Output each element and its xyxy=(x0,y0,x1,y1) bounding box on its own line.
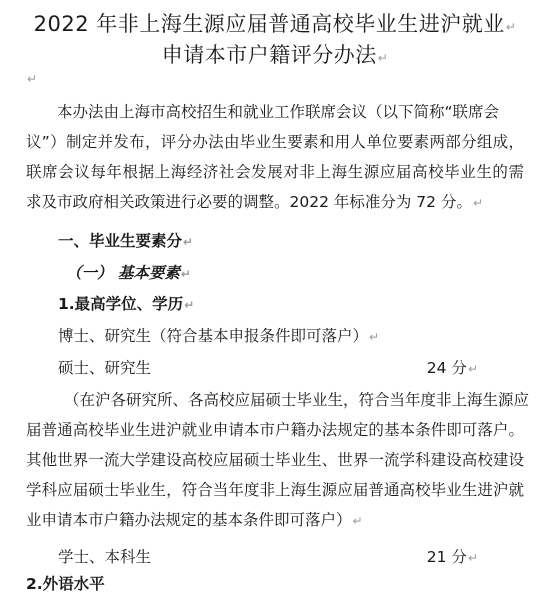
intro-line-4: 求及市政府相关政策进行必要的调整。2022 年标准分为 72 分。↵ xyxy=(26,193,484,211)
item-heading-language-partial: 2.外语水平 xyxy=(26,575,105,593)
subsection-heading-basic-factors: （一） 基本要素↵ xyxy=(66,264,191,282)
intro-line-3: 联席会议每年根据上海经济社会发展对非上海生源应届高校毕业生的需 xyxy=(26,163,524,181)
entry-bachelor-label: 学士、本科生 xyxy=(58,548,152,566)
empty-paragraph-mark: ↵ xyxy=(27,72,38,86)
intro-line-1: 本办法由上海市高校招生和就业工作联席会议（以下简称“联席会 xyxy=(57,103,500,121)
document-title-line-1: 2022 年非上海生源应届普通高校毕业生进沪就业↵ xyxy=(33,12,517,36)
master-note-line-2: 届普通高校毕业生进沪就业申请本市户籍办法规定的基本条件即可落户。 xyxy=(26,421,524,439)
item-heading-degree: 1.最高学位、学历↵ xyxy=(58,295,195,313)
master-note-line-3: 其他世界一流大学建设高校应届硕士毕业生、世界一流学科建设高校建设 xyxy=(26,451,524,469)
document-title-line-2: 申请本市户籍评分办法↵ xyxy=(161,43,389,67)
entry-master-score: 24 分↵ xyxy=(426,359,478,377)
section-heading-graduate-factors: 一、毕业生要素分↵ xyxy=(58,232,194,250)
entry-master-label: 硕士、研究生 xyxy=(58,359,152,377)
entry-phd: 博士、研究生（符合基本申报条件即可落户）↵ xyxy=(58,327,380,345)
master-note-line-5: 业申请本市户籍办法规定的基本条件即可落户）↵ xyxy=(26,511,363,529)
intro-paragraph xyxy=(26,97,524,217)
master-note-line-4: 学科应届硕士毕业生，符合当年度非上海生源应届普通高校毕业生进沪就 xyxy=(26,481,524,499)
entry-bachelor-score: 21 分↵ xyxy=(426,548,478,566)
master-note-line-1: （在沪各研究所、各高校应届硕士毕业生，符合当年度非上海生源应 xyxy=(64,391,530,409)
intro-line-2: 议”）制定并发布，评分办法由毕业生要素和用人单位要素两部分组成， xyxy=(26,133,524,151)
master-note-paragraph xyxy=(26,385,530,535)
